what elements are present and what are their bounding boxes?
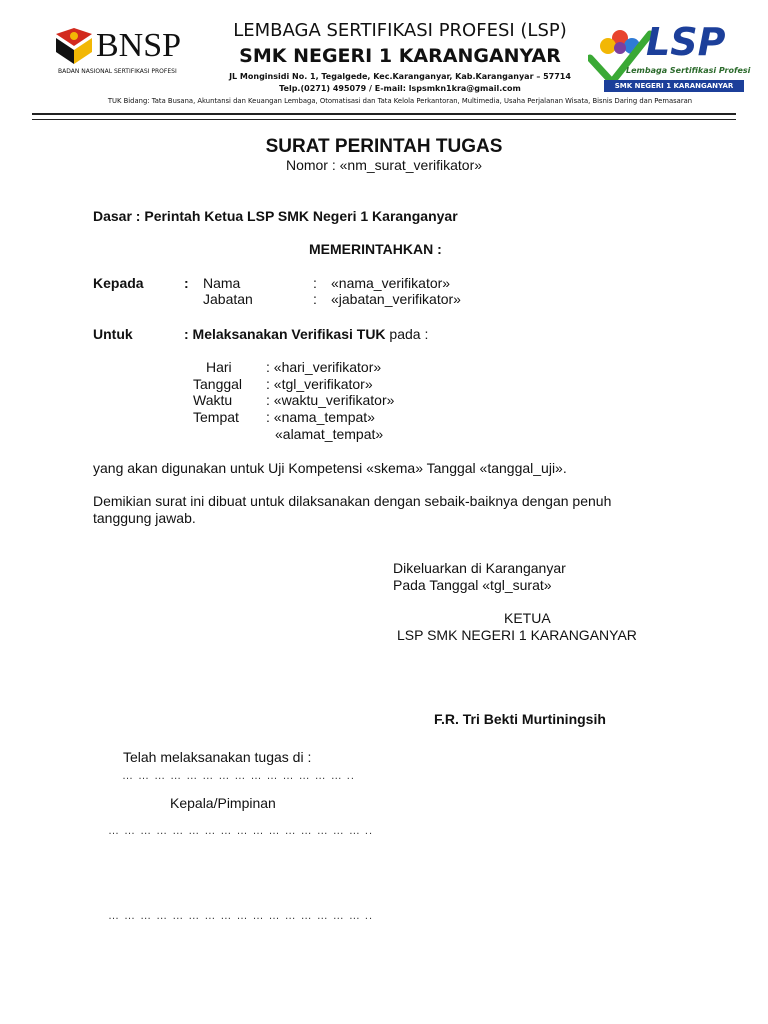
bnsp-logo: [52, 26, 208, 78]
jabatan-label: Jabatan: [203, 291, 253, 307]
nama-value: «nama_verifikator»: [331, 275, 451, 291]
bnsp-logo-text: BNSP: [96, 27, 182, 64]
lsp-flower-check-icon: [588, 24, 652, 88]
untuk-task-rest: pada :: [385, 326, 429, 342]
dasar-line: Dasar : Perintah Ketua LSP SMK Negeri 1 Karanganyar: [93, 208, 458, 224]
memerintahkan-heading: MEMERINTAHKAN :: [309, 241, 442, 257]
bnsp-emblem-icon: [52, 26, 96, 66]
institution-contact: Telp.(0271) 495079 / E-mail: lspsmkn1kra@gmail.com: [279, 84, 521, 93]
nama-colon: :: [313, 275, 317, 291]
signer-name: F.R. Tri Bekti Murtiningsih: [434, 711, 606, 727]
institution-address: JL Monginsidi No. 1, Tegalgede, Kec.Karanganyar, Kab.Karanganyar – 57714: [229, 72, 571, 81]
jabatan-colon: :: [313, 291, 317, 307]
jabatan-value: «jabatan_verifikator»: [331, 291, 461, 307]
closing-line-2: tanggung jawab.: [93, 510, 196, 526]
alamat-value: «alamat_tempat»: [275, 426, 384, 442]
waktu-value: : «waktu_verifikator»: [266, 392, 395, 408]
header-rule-thick: [32, 113, 736, 115]
untuk-text: [184, 326, 428, 342]
lsp-logo: [588, 20, 751, 98]
hari-value: : «hari_verifikator»: [266, 359, 382, 375]
tempat-value: : «nama_tempat»: [266, 409, 375, 425]
signature-dots: … … … … … … … … … … … … … … … … ..: [108, 910, 374, 922]
lsp-logo-text: LSP: [646, 20, 726, 64]
kepada-colon: :: [184, 275, 189, 291]
institution-title-2: SMK NEGERI 1 KARANGANYAR: [239, 45, 561, 67]
bnsp-logo-subtitle: BADAN NASIONAL SERTIFIKASI PROFESI: [58, 68, 177, 75]
institution-title-1: LEMBAGA SERTIFIKASI PROFESI (LSP): [233, 20, 567, 41]
lsp-logo-subtitle: Lembaga Sertifikasi Profesi: [626, 66, 751, 75]
kepada-label: Kepada: [93, 275, 144, 291]
signer-role: KETUA: [504, 610, 551, 626]
header-rule-thin: [32, 119, 736, 120]
tuk-fields-line: TUK Bidang: Tata Busana, Akuntansi dan Keuangan Lembaga, Otomatisasi dan Tata Kelola Perkantoran, Multimedia, Usaha Perjalanan Wisata, Bisnis Daring dan Pemasaran: [107, 97, 693, 105]
closing-line-1: Demikian surat ini dibuat untuk dilaksanakan dengan sebaik-baiknya dengan penuh: [93, 493, 612, 509]
usage-line: yang akan digunakan untuk Uji Kompetensi «skema» Tanggal «tanggal_uji».: [93, 460, 567, 476]
nama-label: Nama: [203, 275, 241, 291]
tanggal-value: : «tgl_verifikator»: [266, 376, 373, 392]
waktu-label: Waktu: [193, 392, 233, 408]
lsp-logo-banner: SMK NEGERI 1 KARANGANYAR: [604, 80, 744, 92]
untuk-task-bold: : Melaksanakan Verifikasi TUK: [184, 326, 386, 342]
signer-org: LSP SMK NEGERI 1 KARANGANYAR: [397, 627, 637, 643]
head-name-dots: … … … … … … … … … … … … … … … … ..: [108, 825, 374, 837]
tanggal-label: Tanggal: [193, 376, 243, 392]
issued-date: Pada Tanggal «tgl_surat»: [393, 577, 552, 593]
executed-at-label: Telah melaksanakan tugas di :: [123, 749, 312, 765]
document-title: SURAT PERINTAH TUGAS: [265, 136, 503, 157]
hari-label: Hari: [206, 359, 232, 375]
untuk-label: Untuk: [93, 326, 133, 342]
document-number: Nomor : «nm_surat_verifikator»: [285, 157, 483, 173]
tempat-label: Tempat: [193, 409, 239, 425]
head-label: Kepala/Pimpinan: [170, 795, 276, 811]
executed-at-dots: … … … … … … … … … … … … … … ..: [122, 770, 355, 782]
issued-place: Dikeluarkan di Karanganyar: [393, 560, 566, 576]
